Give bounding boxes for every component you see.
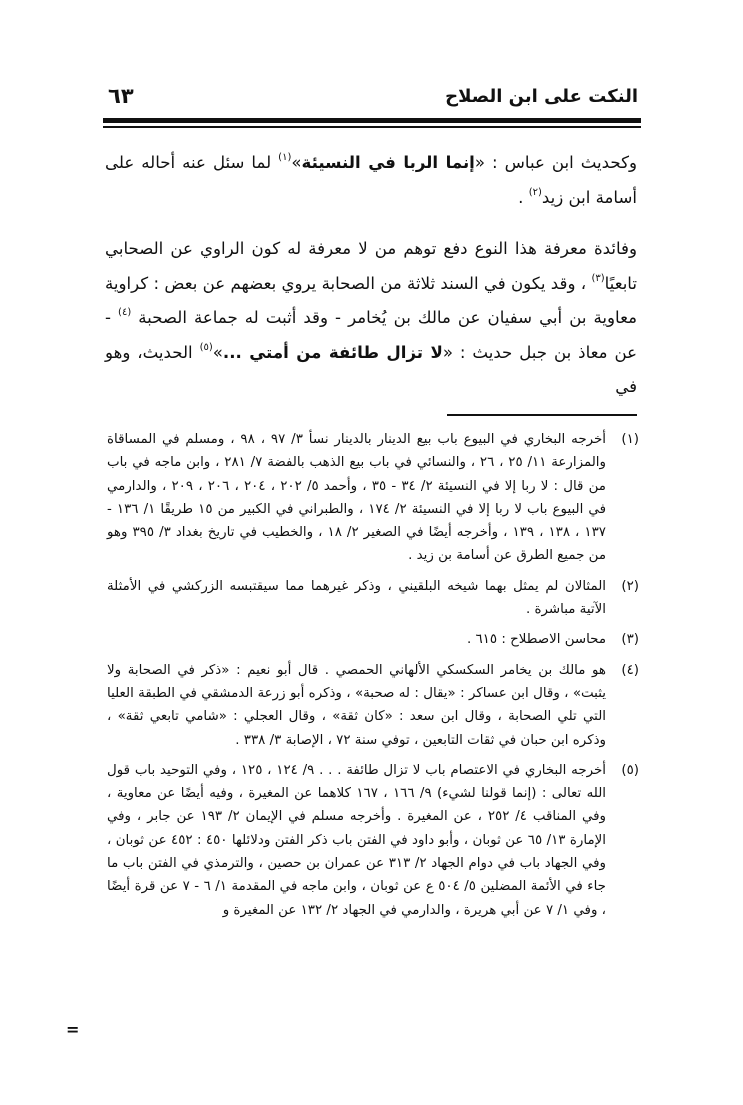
footnote-text: المثالان لم يمثل بهما شيخه البلقيني ، وذكر غيرهما مما سيقتبسه الزركشي في الأمثلة الآتية مباشرة . xyxy=(107,578,606,618)
p2-text-c: - عن معاذ بن جبل حديث : « xyxy=(105,308,637,362)
p2-text-b: ، وقد يكون في السند ثلاثة من الصحابة يروي بعضهم عن بعض : كراوية معاوية بن أبي سفيان عن مالك بن يُخامر - وقد أثبت له جماعة الصحبة xyxy=(105,273,637,327)
p1-text-c: لما سئل عنه أحاله على أسامة ابن زيد xyxy=(105,153,637,207)
header-rule-thick xyxy=(103,118,641,123)
running-title: النكت على ابن الصلاح xyxy=(445,86,638,107)
footnote-3 xyxy=(107,628,639,651)
header-rule-thin xyxy=(103,126,641,128)
footnote-number: (٤) xyxy=(621,662,639,678)
footnote-ref-4[interactable]: (٤) xyxy=(118,307,132,318)
footnote-ref-2[interactable]: (٢) xyxy=(528,186,542,198)
footnote-text: أخرجه البخاري في البيوع باب بيع الدينار بالدينار نسأ ٣/ ٩٧ ، ٩٨ ، ومسلم في المساقاة والمزارعة ١١/ ٢٥ ، ٢٦ ، والنسائي في باب بيع الذهب بالفضة ٧/ ٢٨١ ، وابن ماجه في باب من قال : لا ربا إلا في النسيئة ٢/ ٣٤ - ٣٥ ، وأحمد ٥/ ٢٠٢ ، ٢٠٤ ، ٢٠٦ ، ٢٠٩ ، والدارمي في البيوع باب لا ربا إلا في النسيئة ٢/ ١٧٤ ، والطبراني في الكبير من ١٥ طريقًا ١/ ١٣٦ - ١٣٧ ، ١٣٨ ، ١٣٩ ، وأخرجه أيضًا في الصغير ٢/ ١٨ ، والخطيب في تاريخ بغداد ٣/ ٣٩٥ وهو من جميع الطرق عن أسامة بن زيد . xyxy=(107,432,606,564)
footnote-number: (٥) xyxy=(621,762,639,778)
p2-hadith-quote: لا تزال طائفة من أمتي ... xyxy=(222,342,443,362)
continuation-mark: = xyxy=(66,1020,80,1039)
p1-hadith-quote: إنما الربا في النسيئة xyxy=(301,153,475,172)
footnote-number: (٢) xyxy=(621,578,639,594)
footnote-text: محاسن الاصطلاح : ٦١٥ . xyxy=(466,632,606,648)
footnote-5 xyxy=(107,759,639,922)
footnotes xyxy=(107,428,639,929)
footnote-ref-1[interactable]: (١) xyxy=(278,152,292,163)
p1-text-b: » xyxy=(291,153,302,172)
footnote-number: (١) xyxy=(621,432,639,447)
footnote-1 xyxy=(107,428,639,568)
footnote-text: أخرجه البخاري في الاعتصام باب لا تزال طائفة . . . ٩/ ١٢٤ ، ١٢٥ ، وفي التوحيد باب قول الله تعالى : (إنما قولنا لشيء) ٩/ ١٦٦ ، ١٦٧ كلاهما عن المغيرة ، وفيه أيضًا عن معاوية ، وفي المناقب ٤/ ٢٥٢ ، عن المغيرة . وأخرجه مسلم في الإيمان ٢/ ١٩٣ عن جابر ، وفي الإمارة ١٣/ ٦٥ عن ثوبان ، وأبو داود في الفتن باب ذكر الفتن ودلائلها ٤٥٠ : ٤٥٢ عن ثوبان ، وفي الجهاد باب في دوام الجهاد ٢/ ٣١٣ عن عمران بن حصين ، والترمذي في الفتن باب ما جاء في الأئمة المضلين ٥/ ٥٠٤ ع عن ثوبان ، وابن ماجه في المقدمة ١/ ٦ - ٧ عن قرة أيضًا ، وفي ١/ ٧ عن أبي هريرة ، والدارمي في الجهاد ٢/ ١٣٢ عن المغيرة و xyxy=(107,762,606,918)
p2-text-d: » xyxy=(212,342,223,362)
p2-text-e: الحديث، وهو في xyxy=(105,342,637,396)
footnote-number: (٣) xyxy=(621,632,639,648)
footnote-text: هو مالك بن يخامر السكسكي الألهاني الحمصي . قال أبو نعيم : «ذكر في الصحابة ولا يثبت» ، وقال ابن عساكر : «يقال : له صحبة» ، وذكره أبو زرعة الدمشقي في الطبقة العليا التي تلي الصحابة ، وقال ابن سعد : «كان ثقة» ، وقال العجلي : «شامي تابعي ثقة» ، وذكره ابن حبان في ثقات التابعين ، توفي سنة ٧٢ ، الإصابة ٣/ ٣٣٨ . xyxy=(107,662,606,748)
footnote-ref-5[interactable]: (٥) xyxy=(199,341,213,353)
footnote-2 xyxy=(107,575,639,622)
main-text xyxy=(105,146,637,405)
p1-text-a: وكحديث ابن عباس : « xyxy=(474,153,637,172)
paragraph-2 xyxy=(105,232,637,405)
footnote-4 xyxy=(107,659,639,752)
p2-text-a: وفائدة معرفة هذا النوع دفع توهم من لا معرفة له كون الراوي عن الصحابي تابعيًا xyxy=(105,239,637,293)
paragraph-1 xyxy=(105,146,637,215)
p1-text-d: . xyxy=(518,187,529,207)
page-header xyxy=(108,84,638,114)
footnote-ref-3[interactable]: (٣) xyxy=(591,272,605,284)
page-number: ٦٣ xyxy=(108,84,134,108)
footnote-separator xyxy=(447,414,637,416)
